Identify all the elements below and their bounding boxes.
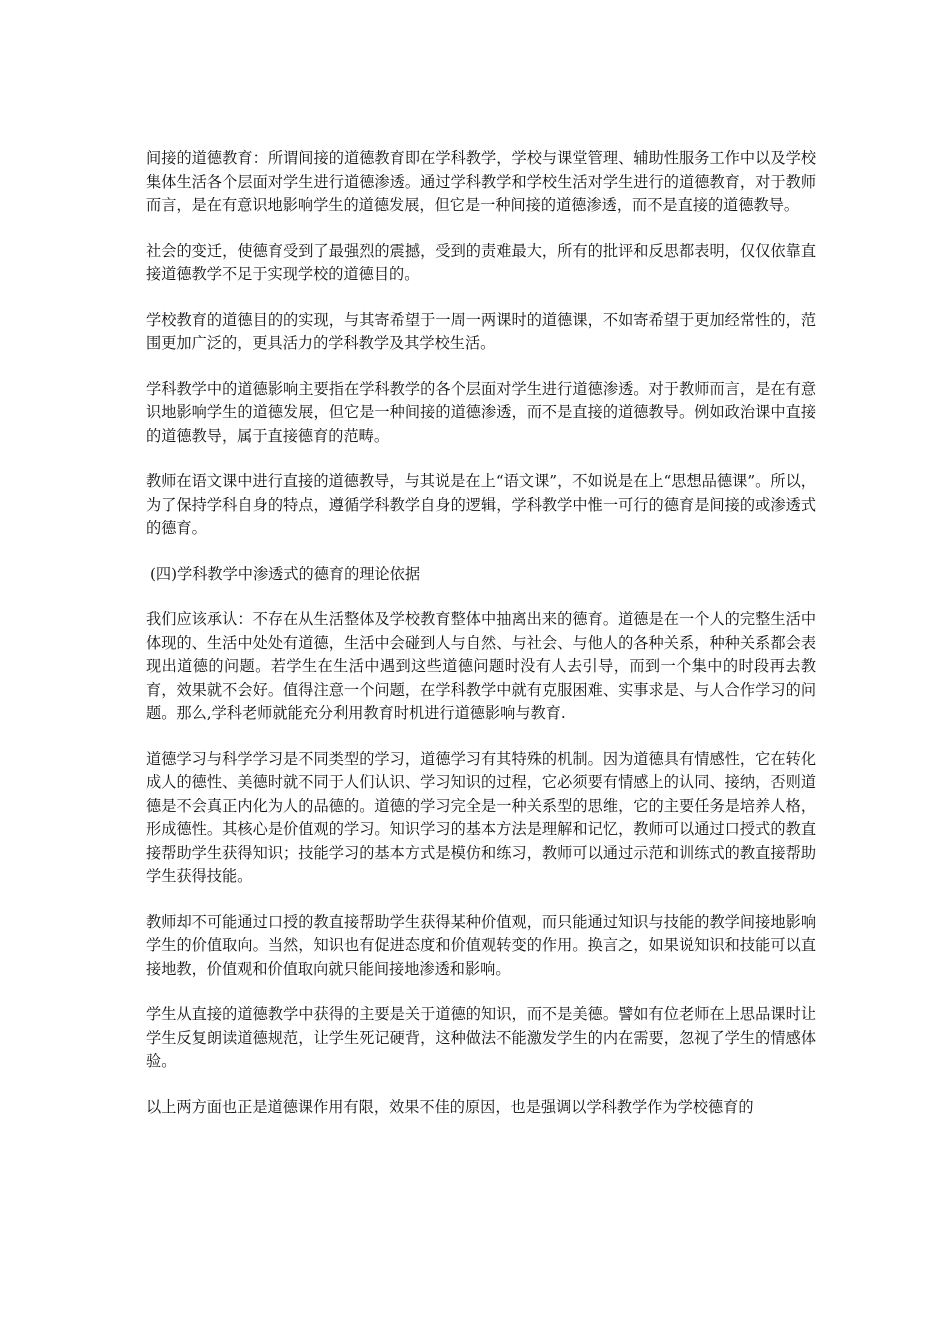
paragraph-conclusion-partial: 以上两方面也正是道德课作用有限，效果不佳的原因，也是强调以学科教学作为学校德育的 (146, 1097, 754, 1116)
paragraph-moral-knowledge: 学生从直接的道德教学中获得的主要是关于道德的知识，而不是美德。譬如有位老师在上思品课时让学生反复朗读道德规范，让学生死记硬背，这种做法不能激发学生的内在需要，忽视了学生的情感体验。 (146, 1005, 816, 1070)
section-heading-theory-basis: (四)学科教学中渗透式的德育的理论依据 (150, 564, 421, 583)
paragraph-indirect-moral-education: 间接的道德教育：所谓间接的道德教育即在学科教学，学校与课堂管理、辅助性服务工作中以及学校集体生活各个层面对学生进行道德渗透。通过学科教学和学校生活对学生进行的道德教育，对于教师而言，是在有意识地影响学生的道德发展，但它是一种间接的道德渗透，而不是直接的道德教导。 (146, 149, 816, 214)
paragraph-subject-teaching-influence: 学科教学中的道德影响主要指在学科教学的各个层面对学生进行道德渗透。对于教师而言，是在有意识地影响学生的道德发展，但它是一种间接的道德渗透，而不是直接的道德教导。例如政治课中直接的道德教导，属于直接德育的范畴。 (146, 379, 816, 445)
paragraph-whole-life-morality: 我们应该承认：不存在从生活整体及学校教育整体中抽离出来的德育。道德是在一个人的完整生活中体现的、生活中处处有道德，生活中会碰到人与自然、与社会、与他人的各种关系，种种关系都会表现出道德的问题。若学生在生活中遇到这些道德问题时没有人去引导，而到一个集中的时段再去教育，效果就不会好。值得注意一个问题，在学科教学中就有克服困难、实事求是、与人合作学习的问题。那么,学科老师就能充分利用教育时机进行道德影响与教育. (146, 610, 816, 722)
paragraph-school-moral-goal: 学校教育的道德目的的实现，与其寄希望于一周一两课时的道德课，不如寄希望于更加经常性的，范围更加广泛的，更具活力的学科教学及其学校生活。 (146, 310, 816, 352)
paragraph-social-change: 社会的变迁，使德育受到了最强烈的震撼，受到的责难最大，所有的批评和反思都表明，仅仅依靠直接道德教学不足于实现学校的道德目的。 (146, 241, 816, 283)
paragraph-values-indirect: 教师却不可能通过口授的教直接帮助学生获得某种价值观，而只能通过知识与技能的教学间接地影响学生的价值取向。当然，知识也有促进态度和价值观转变的作用。换言之，如果说知识和技能可以直接地教，价值观和价值取向就只能间接地渗透和影响。 (146, 912, 816, 978)
paragraph-moral-vs-science-learning: 道德学习与科学学习是不同类型的学习，道德学习有其特殊的机制。因为道德具有情感性，它在转化成人的德性、美德时就不同于人们认识、学习知识的过程，它必须要有情感上的认同、接纳，否则道德是不会真正内化为人的品德的。道德的学习完全是一种关系型的思维，它的主要任务是培养人格，形成德性。其核心是价值观的学习。知识学习的基本方法是理解和记忆，教师可以通过口授式的教直接帮助学生获得知识；技能学习的基本方式是模仿和练习，教师可以通过示范和训练式的教直接帮助学生获得技能。 (146, 749, 816, 885)
paragraph-chinese-class-example: 教师在语文课中进行直接的道德教导，与其说是在上“语文课”，不如说是在上“思想品德课”。所以，为了保持学科自身的特点，遵循学科教学自身的逻辑，学科教学中惟一可行的德育是间接的或渗透式的德育。 (146, 472, 816, 537)
document-body (146, 147, 816, 1141)
